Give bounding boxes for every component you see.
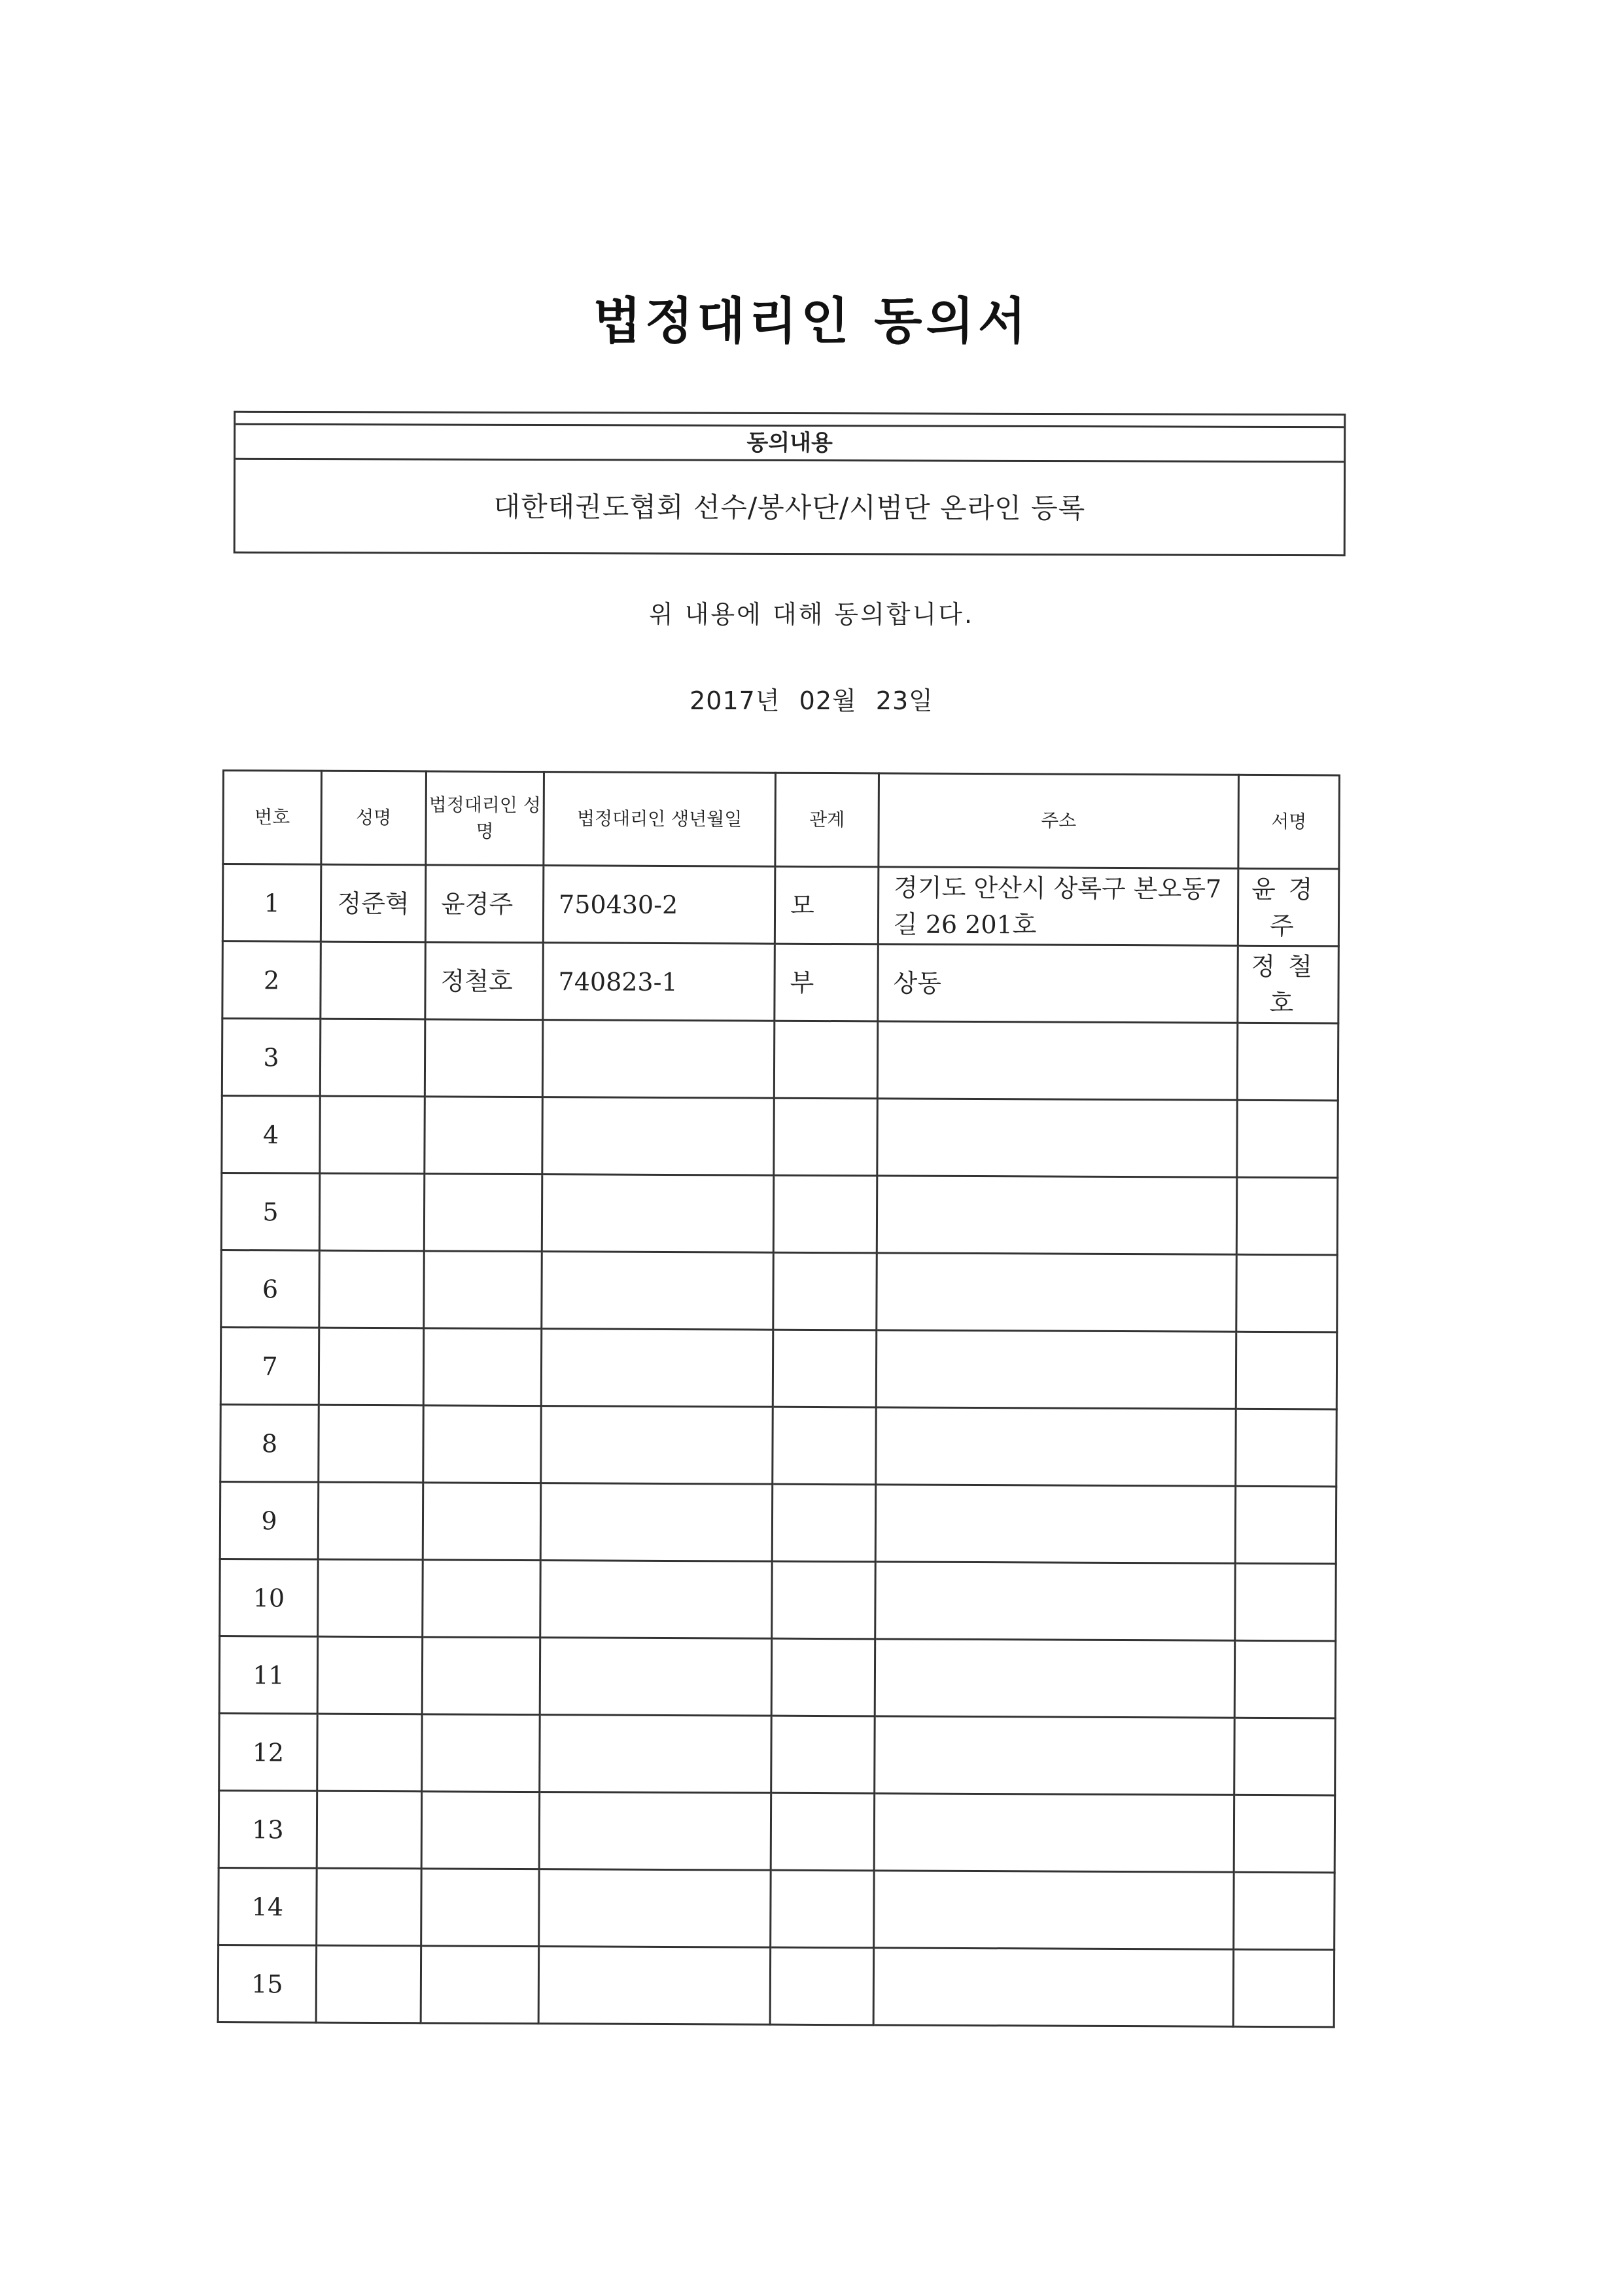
cell-guardian-name <box>422 1714 540 1792</box>
cell-guardian-birth <box>538 1947 771 2025</box>
cell-address <box>876 1407 1236 1486</box>
cell-guardian-birth <box>540 1483 773 1562</box>
header-address: 주소 <box>879 773 1239 868</box>
cell-address <box>875 1562 1236 1640</box>
cell-relation <box>772 1484 876 1562</box>
cell-address: 상동 <box>878 944 1238 1023</box>
cell-relation: 부 <box>775 944 879 1021</box>
consent-box <box>234 411 1346 556</box>
cell-address <box>876 1330 1236 1409</box>
cell-no: 3 <box>222 1019 321 1097</box>
cell-guardian-name <box>424 1251 542 1329</box>
cell-name <box>319 1328 424 1405</box>
cell-guardian-birth <box>542 1252 774 1330</box>
cell-no: 14 <box>218 1867 317 1945</box>
table-row <box>221 1173 1337 1255</box>
cell-name <box>318 1482 423 1560</box>
cell-guardian-name <box>424 1174 542 1252</box>
date-year: 2017년 <box>689 686 780 715</box>
cell-signature <box>1234 1872 1335 1950</box>
cell-address <box>875 1639 1235 1718</box>
cell-address <box>877 1021 1238 1100</box>
cell-name <box>317 1636 423 1714</box>
cell-relation <box>772 1561 876 1639</box>
date-day: 23일 <box>875 686 934 715</box>
cell-name <box>319 1173 425 1251</box>
cell-name <box>318 1559 423 1637</box>
cell-guardian-name <box>423 1483 541 1561</box>
cell-name <box>321 942 426 1019</box>
cell-signature <box>1235 1486 1336 1564</box>
cell-address <box>875 1716 1235 1795</box>
cell-signature <box>1237 1100 1338 1178</box>
cell-address <box>877 1253 1237 1332</box>
cell-guardian-birth <box>540 1715 772 1793</box>
table-header-row <box>223 771 1340 869</box>
cell-address <box>874 1793 1234 1872</box>
cell-name <box>317 1791 422 1869</box>
cell-no: 15 <box>218 1945 317 2022</box>
cell-no: 1 <box>222 864 321 942</box>
cell-signature <box>1236 1332 1337 1409</box>
cell-relation <box>773 1330 877 1407</box>
cell-no: 13 <box>218 1790 317 1868</box>
cell-guardian-name <box>423 1560 541 1638</box>
cell-no: 6 <box>221 1250 320 1328</box>
table-row <box>220 1404 1336 1486</box>
cell-no: 11 <box>219 1636 318 1714</box>
cell-guardian-name <box>421 1792 540 1869</box>
table-row <box>218 1790 1335 1872</box>
cell-guardian-birth <box>541 1406 773 1485</box>
cell-signature <box>1236 1409 1337 1487</box>
table-row <box>221 1250 1337 1332</box>
cell-address <box>875 1485 1236 1563</box>
table-row <box>220 1327 1336 1409</box>
cell-address <box>877 1099 1238 1177</box>
cell-signature <box>1233 1949 1335 2027</box>
header-guardian-name: 법정대리인 성명 <box>426 771 544 866</box>
guardian-registration-table <box>217 769 1340 2028</box>
cell-guardian-birth <box>542 1174 774 1253</box>
table-row <box>218 1867 1335 1949</box>
cell-relation <box>774 1021 878 1099</box>
cell-no: 4 <box>222 1096 321 1174</box>
cell-guardian-name <box>422 1637 540 1715</box>
header-no: 번호 <box>223 771 322 865</box>
cell-name <box>317 1714 423 1792</box>
table-row <box>222 1096 1338 1178</box>
cell-guardian-birth <box>542 1097 775 1176</box>
table-row <box>220 1481 1336 1563</box>
cell-no: 2 <box>222 942 321 1019</box>
cell-name <box>320 1096 425 1174</box>
document-title: 법정대리인 동의서 <box>593 292 1030 350</box>
cell-guardian-name <box>421 1946 539 2024</box>
table-row <box>222 1019 1338 1101</box>
cell-guardian-birth <box>540 1561 773 1639</box>
cell-guardian-birth <box>541 1329 773 1407</box>
cell-signature <box>1237 1023 1338 1101</box>
table-row <box>218 1945 1334 2026</box>
cell-relation <box>773 1175 877 1253</box>
cell-name <box>319 1250 425 1328</box>
cell-guardian-name <box>423 1405 542 1483</box>
cell-signature: 정철호 <box>1238 945 1339 1023</box>
cell-signature <box>1234 1640 1336 1718</box>
cell-guardian-name: 윤경주 <box>425 865 544 943</box>
cell-address <box>877 1176 1237 1254</box>
cell-guardian-birth <box>539 1869 771 1948</box>
cell-address <box>874 1871 1234 1949</box>
cell-signature <box>1236 1254 1338 1332</box>
cell-relation <box>773 1407 877 1485</box>
cell-relation <box>770 1947 874 2025</box>
table-row <box>220 1559 1336 1640</box>
cell-no: 7 <box>220 1327 319 1405</box>
table-row <box>222 864 1338 946</box>
cell-guardian-name: 정철호 <box>425 942 544 1020</box>
cell-no: 12 <box>219 1713 318 1791</box>
cell-no: 10 <box>220 1559 319 1636</box>
cell-address: 경기도 안산시 상록구 본오동7길 26 201호 <box>878 867 1238 945</box>
cell-signature <box>1236 1177 1338 1255</box>
cell-name <box>316 1945 421 2023</box>
registration-table-wrap <box>217 769 1338 2028</box>
cell-signature <box>1234 1718 1336 1795</box>
header-relation: 관계 <box>775 773 879 867</box>
date-month: 02월 <box>799 686 857 715</box>
cell-guardian-birth <box>542 1020 775 1099</box>
cell-relation <box>773 1252 877 1330</box>
header-signature: 서명 <box>1238 775 1340 869</box>
cell-guardian-birth <box>539 1792 771 1871</box>
cell-name <box>319 1405 424 1483</box>
consent-content: 대한태권도협회 선수/봉사단/시범단 온라인 등록 <box>493 490 1086 525</box>
cell-relation <box>774 1098 878 1176</box>
cell-no: 5 <box>221 1173 320 1251</box>
cell-address <box>873 1948 1234 2026</box>
cell-signature <box>1235 1563 1336 1641</box>
cell-guardian-birth: 740823-1 <box>543 943 775 1021</box>
cell-guardian-name <box>423 1328 542 1406</box>
cell-relation <box>771 1638 875 1716</box>
cell-name <box>317 1868 422 1946</box>
cell-guardian-name <box>425 1019 543 1097</box>
cell-signature: 윤경주 <box>1238 868 1339 946</box>
cell-signature <box>1234 1795 1335 1873</box>
cell-relation <box>771 1870 875 1948</box>
consent-header: 동의내용 <box>236 423 1344 463</box>
cell-name: 정준혁 <box>321 864 426 942</box>
consent-date <box>0 680 1623 716</box>
cell-name <box>320 1019 425 1097</box>
table-row <box>222 942 1338 1023</box>
table-row <box>219 1713 1335 1795</box>
table-row <box>219 1636 1335 1718</box>
cell-relation: 모 <box>775 866 879 944</box>
header-name: 성명 <box>321 771 427 865</box>
header-guardian-birth: 법정대리인 생년월일 <box>544 772 776 867</box>
cell-guardian-birth <box>540 1638 772 1716</box>
cell-guardian-birth: 750430-2 <box>543 866 775 944</box>
cell-no: 9 <box>220 1481 319 1559</box>
agreement-statement: 위 내용에 대해 동의합니다. <box>648 600 975 629</box>
cell-guardian-name <box>425 1097 543 1174</box>
cell-relation <box>771 1793 875 1871</box>
table-body <box>218 864 1339 2027</box>
cell-no: 8 <box>220 1404 319 1482</box>
cell-relation <box>771 1716 875 1793</box>
cell-guardian-name <box>421 1869 540 1947</box>
